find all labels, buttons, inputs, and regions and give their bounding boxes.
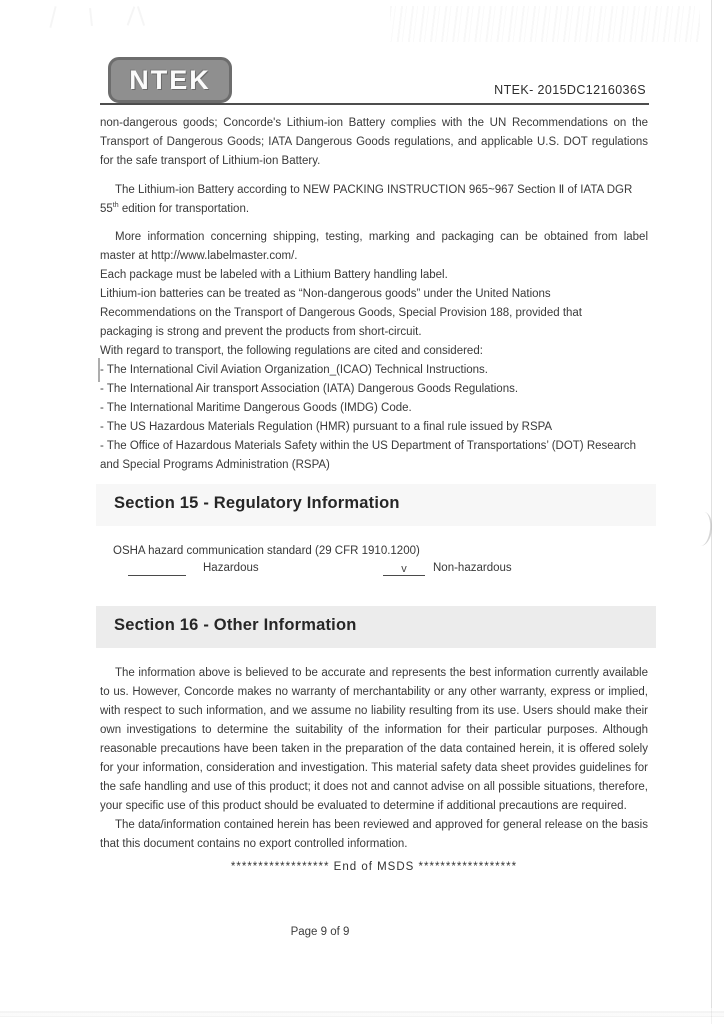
regulation-item-imdg: - The International Maritime Dangerous Goods (IMDG) Code.	[100, 402, 412, 414]
other-information-body	[100, 664, 648, 877]
nonhazardous-blank-line	[383, 560, 425, 576]
section-15-heading: Section 15 - Regulatory Information	[114, 494, 400, 512]
scan-mark	[49, 6, 56, 28]
superscript-th: th	[112, 202, 119, 210]
scan-edge-line	[711, 0, 712, 1024]
scan-noise-top	[390, 6, 700, 42]
release-approval-paragraph: The data/information contained herein has been reviewed and approved for general release on the basis that this document contains no export controlled information.	[100, 819, 648, 850]
section-16-heading: Section 16 - Other Information	[114, 616, 357, 634]
header-rule	[100, 103, 649, 105]
scan-mark	[89, 8, 93, 26]
paragraph-packing-instruction: The Lithium-ion Battery according to NEW PACKING INSTRUCTION 965~967 Section Ⅱ of IATA DGR 55th edition for transportation.	[100, 184, 633, 215]
check-mark: v	[401, 563, 407, 575]
hazardous-label: Hazardous	[203, 562, 259, 574]
scan-noise-bottom	[0, 1008, 724, 1024]
nonhazardous-label: Non-hazardous	[433, 562, 512, 574]
ntek-logo	[108, 57, 232, 103]
regulation-item-iata: - The International Air transport Association (IATA) Dangerous Goods Regulations.	[100, 383, 519, 395]
osha-standard-line: OSHA hazard communication standard (29 CFR 1910.1200)	[113, 545, 420, 557]
document-number: NTEK- 2015DC1216036S	[494, 83, 646, 97]
hazard-classification-row	[100, 560, 648, 582]
hazardous-blank-line	[128, 560, 186, 576]
regulation-item-icao: - The International Civil Aviation Organization_(ICAO) Technical Instructions.	[100, 364, 488, 376]
paragraph-more-information: More information concerning shipping, testing, marking and packaging can be obtained from label master at http://www.labelmaster.com/.	[100, 231, 648, 262]
transport-section-body	[100, 114, 648, 475]
section-16-heading-band	[96, 606, 656, 648]
paragraph-transport-compliance: non-dangerous goods; Concorde's Lithium-ion Battery complies with the UN Recommendations on the Transport of Dangerous Goods; IATA Dangerous Goods regulations, and applicable U.S. DOT regulations for the safe transport of Lithium-ion Battery.	[100, 117, 648, 167]
regulation-item-hmr: - The US Hazardous Materials Regulation (HMR) pursuant to a final rule issued by RSPA	[100, 421, 553, 433]
line-package-label: Each package must be labeled with a Lithium Battery handling label.	[100, 269, 448, 281]
disclaimer-paragraph: The information above is believed to be accurate and represents the best information currently available to us. However, Concorde makes no warranty of merchantability or any other warranty, express or implied, with respect to such information, and we assume no liability resulting from its use. Users should make their own investigations to determine the suitability of the information for their particular purposes. Although reasonable precautions have been taken in the preparation of the data contained herein, it is offered solely for your information, consideration and investigation. This material safety data sheet provides guidelines for the safe handling and use of this product; it does not and cannot advise on all possible situations, therefore, your specific use of this product should be evaluated to determine if additional precautions are required.	[100, 667, 648, 812]
regulation-item-dot-rspa: - The Office of Hazardous Materials Safety within the US Department of Transportations’ (DOT) Research and Special Programs Administration (RSPA)	[100, 440, 637, 471]
line-regulations-intro: With regard to transport, the following regulations are cited and considered:	[100, 345, 483, 357]
line-special-provision: Recommendations on the Transport of Dangerous Goods, Special Provision 188, provided that	[100, 307, 583, 319]
section-15-heading-band	[96, 484, 656, 526]
end-of-msds-line: ****************** End of MSDS ******************	[230, 861, 518, 873]
scan-mark	[137, 6, 145, 26]
line-non-dangerous: Lithium-ion batteries can be treated as “Non-dangerous goods” under the United Nations	[100, 288, 551, 300]
page-number: Page 9 of 9	[290, 926, 350, 938]
ntek-logo-text: NTEK	[129, 64, 211, 95]
scan-mark	[127, 6, 136, 25]
line-packaging-strong: packaging is strong and prevent the products from short-circuit.	[100, 326, 422, 338]
